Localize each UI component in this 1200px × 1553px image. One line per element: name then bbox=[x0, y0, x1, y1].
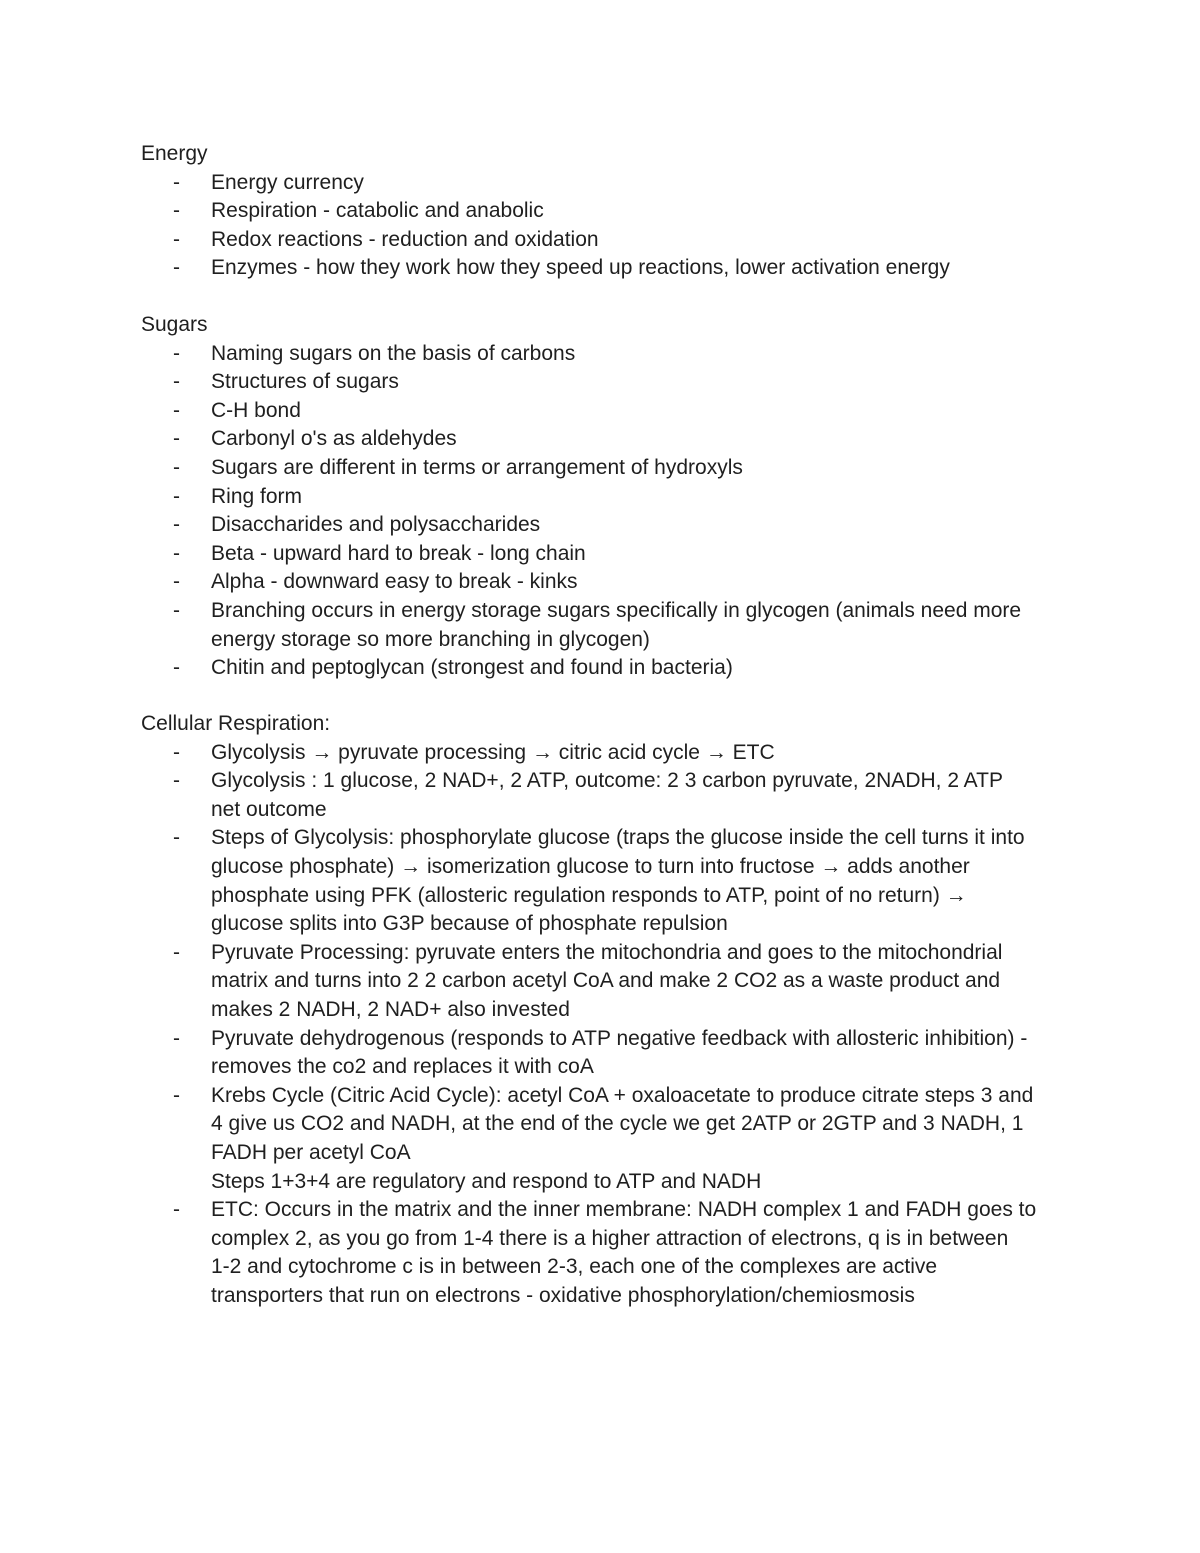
item-line: 1-2 and cytochrome c is in between 2-3, each one of the complexes are active bbox=[211, 1255, 938, 1279]
item-line: energy storage so more branching in glycogen) bbox=[211, 627, 650, 651]
bullet-dash: - bbox=[173, 769, 180, 793]
bullet-dash: - bbox=[173, 1083, 180, 1107]
bullet-dash: - bbox=[173, 199, 180, 223]
item-line: transporters that run on electrons - oxidative phosphorylation/chemiosmosis bbox=[211, 1283, 915, 1307]
item-line: FADH per acetyl CoA bbox=[211, 1140, 411, 1164]
list-item bbox=[141, 939, 1071, 1025]
item-line: Ring form bbox=[211, 484, 303, 508]
list-item bbox=[141, 368, 1071, 397]
bullet-dash: - bbox=[173, 170, 180, 194]
list-item bbox=[141, 739, 1071, 768]
bullet-dash: - bbox=[173, 455, 180, 479]
bullet-dash: - bbox=[173, 398, 180, 422]
bullet-dash: - bbox=[173, 940, 180, 964]
item-line: makes 2 NADH, 2 NAD+ also invested bbox=[211, 997, 570, 1021]
item-line: Alpha - downward easy to break - kinks bbox=[211, 570, 578, 594]
item-line: phosphate using PFK (allosteric regulation responds to ATP, point of no return) → bbox=[211, 883, 967, 907]
list-item bbox=[141, 169, 1071, 198]
bullet-dash: - bbox=[173, 1198, 180, 1222]
bullet-dash: - bbox=[173, 826, 180, 850]
item-line: matrix and turns into 2 2 carbon acetyl CoA and make 2 CO2 as a waste product and bbox=[211, 969, 1001, 993]
section-energy bbox=[141, 140, 1071, 283]
list-item bbox=[141, 483, 1071, 512]
item-line: Carbonyl o's as aldehydes bbox=[211, 427, 457, 451]
item-line: Krebs Cycle (Citric Acid Cycle): acetyl CoA + oxaloacetate to produce citrate steps 3 and bbox=[211, 1083, 1034, 1107]
list-item bbox=[141, 340, 1071, 369]
list-item bbox=[141, 397, 1071, 426]
list-item bbox=[141, 1025, 1071, 1082]
bullet-list bbox=[141, 169, 1071, 283]
section-heading: Energy bbox=[141, 142, 208, 165]
bullet-list bbox=[141, 340, 1071, 683]
item-line: ETC: Occurs in the matrix and the inner membrane: NADH complex 1 and FADH goes to bbox=[211, 1198, 1037, 1222]
item-line: Energy currency bbox=[211, 170, 364, 194]
bullet-dash: - bbox=[173, 740, 180, 764]
section-cellular-respiration bbox=[141, 710, 1071, 1310]
list-item bbox=[141, 597, 1071, 654]
bullet-dash: - bbox=[173, 598, 180, 622]
bullet-dash: - bbox=[173, 427, 180, 451]
list-item bbox=[141, 511, 1071, 540]
list-item bbox=[141, 1082, 1071, 1196]
item-line: Pyruvate Processing: pyruvate enters the mitochondria and goes to the mitochondrial bbox=[211, 940, 1003, 964]
bullet-dash: - bbox=[173, 1026, 180, 1050]
bullet-list bbox=[141, 739, 1071, 1311]
item-line: net outcome bbox=[211, 797, 327, 821]
bullet-dash: - bbox=[173, 484, 180, 508]
list-item bbox=[141, 1196, 1071, 1310]
item-line: C-H bond bbox=[211, 398, 301, 422]
bullet-dash: - bbox=[173, 570, 180, 594]
item-line: Steps 1+3+4 are regulatory and respond to ATP and NADH bbox=[211, 1169, 762, 1193]
bullet-dash: - bbox=[173, 656, 180, 680]
item-line: 4 give us CO2 and NADH, at the end of the cycle we get 2ATP or 2GTP and 3 NADH, 1 bbox=[211, 1112, 1024, 1136]
item-line: Redox reactions - reduction and oxidation bbox=[211, 227, 599, 251]
item-line: Naming sugars on the basis of carbons bbox=[211, 341, 576, 365]
list-item bbox=[141, 425, 1071, 454]
list-item bbox=[141, 540, 1071, 569]
bullet-dash: - bbox=[173, 256, 180, 280]
item-line: complex 2, as you go from 1-4 there is a higher attraction of electrons, q is in between bbox=[211, 1226, 1009, 1250]
bullet-dash: - bbox=[173, 370, 180, 394]
item-line: Pyruvate dehydrogenous (responds to ATP negative feedback with allosteric inhibition) - bbox=[211, 1026, 1028, 1050]
bullet-dash: - bbox=[173, 227, 180, 251]
item-line: glucose phosphate) → isomerization glucose to turn into fructose → adds another bbox=[211, 854, 970, 878]
list-item bbox=[141, 226, 1071, 255]
item-line: Glycolysis → pyruvate processing → citric acid cycle → ETC bbox=[211, 740, 775, 764]
bullet-dash: - bbox=[173, 341, 180, 365]
list-item bbox=[141, 197, 1071, 226]
item-line: glucose splits into G3P because of phosphate repulsion bbox=[211, 912, 728, 936]
list-item bbox=[141, 767, 1071, 824]
item-line: Respiration - catabolic and anabolic bbox=[211, 199, 544, 223]
item-line: Sugars are different in terms or arrangement of hydroxyls bbox=[211, 455, 743, 479]
list-item bbox=[141, 824, 1071, 938]
list-item bbox=[141, 654, 1071, 683]
item-line: Structures of sugars bbox=[211, 370, 399, 394]
item-line: Branching occurs in energy storage sugars specifically in glycogen (animals need more bbox=[211, 598, 1022, 622]
item-line: Disaccharides and polysaccharides bbox=[211, 513, 541, 537]
bullet-dash: - bbox=[173, 513, 180, 537]
section-heading: Sugars bbox=[141, 313, 208, 336]
list-item bbox=[141, 254, 1071, 283]
item-line: Beta - upward hard to break - long chain bbox=[211, 541, 586, 565]
item-line: Glycolysis : 1 glucose, 2 NAD+, 2 ATP, outcome: 2 3 carbon pyruvate, 2NADH, 2 ATP bbox=[211, 769, 1003, 793]
list-item bbox=[141, 454, 1071, 483]
item-line: Chitin and peptoglycan (strongest and found in bacteria) bbox=[211, 656, 733, 680]
item-line: Steps of Glycolysis: phosphorylate glucose (traps the glucose inside the cell turns it into bbox=[211, 826, 1025, 850]
item-line: removes the co2 and replaces it with coA bbox=[211, 1055, 594, 1079]
list-item bbox=[141, 568, 1071, 597]
section-sugars bbox=[141, 311, 1071, 683]
section-heading: Cellular Respiration: bbox=[141, 712, 331, 735]
item-line: Enzymes - how they work how they speed up reactions, lower activation energy bbox=[211, 256, 950, 280]
bullet-dash: - bbox=[173, 541, 180, 565]
